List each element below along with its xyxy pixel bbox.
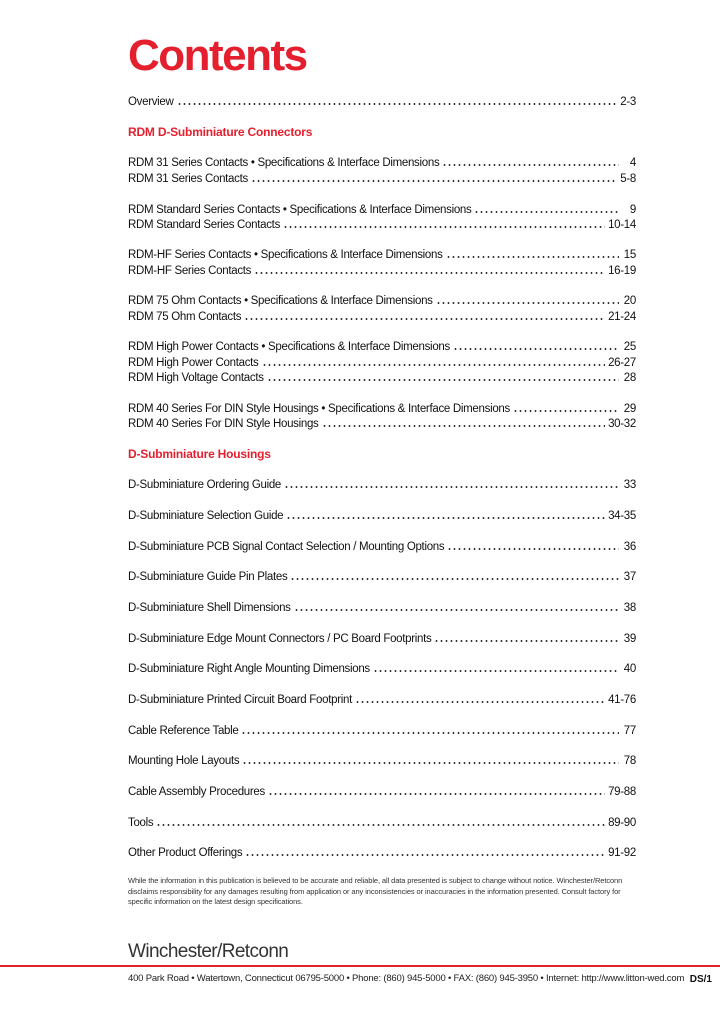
- toc-entry-page: 30-32: [608, 418, 636, 430]
- dot-leader: [268, 793, 605, 795]
- toc-entry[interactable]: [128, 477, 636, 493]
- toc-entry-page: 40: [623, 663, 636, 675]
- toc-entry-label: RDM High Voltage Contacts: [128, 372, 264, 384]
- toc-entry[interactable]: [128, 370, 636, 386]
- dot-leader: [242, 762, 619, 764]
- toc-entry-page: 28: [623, 372, 636, 384]
- section-heading-dsub: D-Subminiature Housings: [128, 447, 271, 461]
- toc-entry-label: RDM 40 Series For DIN Style Housings: [128, 418, 319, 430]
- toc-entry-page: 38: [623, 602, 636, 614]
- toc-entry-label: D-Subminiature PCB Signal Contact Selection / Mounting Options: [128, 541, 445, 553]
- toc-entry-label: RDM Standard Series Contacts: [128, 219, 281, 231]
- toc-entry-label: RDM 75 Ohm Contacts: [128, 311, 242, 323]
- toc-entry-label: D-Subminiature Printed Circuit Board Footprint: [128, 694, 352, 706]
- toc-entry-page: 41-76: [608, 694, 636, 706]
- dot-leader: [442, 164, 619, 166]
- toc-entry-page: 89-90: [608, 817, 636, 829]
- toc-entry-page: 26-27: [608, 357, 636, 369]
- toc-entry[interactable]: [128, 815, 636, 831]
- toc-entry[interactable]: [128, 692, 636, 708]
- dot-leader: [283, 226, 605, 228]
- toc-entry[interactable]: [128, 309, 636, 325]
- company-address: 400 Park Road • Watertown, Connecticut 06795-5000 • Phone: (860) 945-5000 • FAX: (860) 945-3950 • Internet: http://www.litton-wed.com: [128, 973, 685, 984]
- toc-entry[interactable]: [128, 416, 636, 432]
- toc-entry-label: Tools: [128, 817, 154, 829]
- toc-entry[interactable]: [128, 753, 636, 769]
- toc-entry-page: 9: [629, 204, 636, 216]
- disclaimer-text: While the information in this publication is believed to be accurate and reliable, all data presented is subject to change without notice. Winchester/Retconn disclaims responsibility for any damages resulting from application or any inconsistencies or inaccuracies in the information presented. Consult factory for specific information on the latest design specifications.: [128, 876, 623, 906]
- toc-entry[interactable]: [128, 263, 636, 279]
- toc-entry-overview[interactable]: [128, 94, 636, 110]
- toc-entry-page: 78: [623, 755, 636, 767]
- dot-leader: [267, 379, 619, 381]
- dot-leader: [294, 609, 619, 611]
- dot-leader: [474, 211, 619, 213]
- toc-entry[interactable]: [128, 508, 636, 524]
- toc-entry-label: Other Product Offerings: [128, 847, 243, 859]
- toc-entry-page: 20: [623, 295, 636, 307]
- dot-leader: [373, 670, 619, 672]
- toc-entry-page: 79-88: [608, 786, 636, 798]
- dot-leader: [453, 348, 619, 350]
- page-title: Contents: [128, 31, 307, 80]
- dot-leader: [254, 272, 605, 274]
- toc-entry[interactable]: [128, 293, 636, 309]
- toc-entry-label: Overview: [128, 96, 174, 108]
- toc-entry[interactable]: [128, 784, 636, 800]
- toc-entry-page: 16-19: [608, 265, 636, 277]
- toc-entry-label: Cable Reference Table: [128, 725, 239, 737]
- toc-entry[interactable]: [128, 723, 636, 739]
- dot-leader: [290, 578, 619, 580]
- toc-entry[interactable]: [128, 355, 636, 371]
- toc-entry-page: 29: [623, 403, 636, 415]
- dot-leader: [177, 103, 618, 105]
- dot-leader: [434, 640, 619, 642]
- toc-entry[interactable]: [128, 569, 636, 585]
- dot-leader: [262, 364, 606, 366]
- toc-entry-label: D-Subminiature Shell Dimensions: [128, 602, 291, 614]
- toc-entry-page: 34-35: [608, 510, 636, 522]
- toc-entry-label: RDM Standard Series Contacts • Specifications & Interface Dimensions: [128, 204, 472, 216]
- dot-leader: [245, 854, 605, 856]
- dot-leader: [244, 318, 605, 320]
- toc-entry-page: 91-92: [608, 847, 636, 859]
- company-name: Winchester/Retconn: [128, 941, 289, 962]
- toc-entry-label: D-Subminiature Selection Guide: [128, 510, 284, 522]
- toc-entry[interactable]: [128, 661, 636, 677]
- toc-entry-label: RDM-HF Series Contacts: [128, 265, 252, 277]
- dot-leader: [322, 425, 606, 427]
- dot-leader: [251, 180, 617, 182]
- toc-entry-label: RDM High Power Contacts: [128, 357, 259, 369]
- dot-leader: [156, 824, 605, 826]
- toc-entry-label: Cable Assembly Procedures: [128, 786, 265, 798]
- toc-entry[interactable]: [128, 155, 636, 171]
- dot-leader: [284, 486, 619, 488]
- toc-entry-label: D-Subminiature Edge Mount Connectors / PC Board Footprints: [128, 633, 432, 645]
- toc-entry-label: RDM High Power Contacts • Specifications & Interface Dimensions: [128, 341, 450, 353]
- toc-entry[interactable]: [128, 217, 636, 233]
- toc-entry[interactable]: [128, 539, 636, 555]
- toc-entry-page: 4: [629, 157, 636, 169]
- dot-leader: [446, 256, 619, 258]
- toc-entry[interactable]: [128, 339, 636, 355]
- toc-entry[interactable]: [128, 171, 636, 187]
- toc-entry-label: Mounting Hole Layouts: [128, 755, 240, 767]
- toc-entry-page: 25: [623, 341, 636, 353]
- dot-leader: [241, 732, 619, 734]
- toc-entry-page: 2-3: [620, 96, 636, 108]
- dot-leader: [513, 410, 619, 412]
- section-heading-rdm: RDM D-Subminiature Connectors: [128, 125, 313, 139]
- toc-entry-label: D-Subminiature Guide Pin Plates: [128, 571, 288, 583]
- toc-entry-label: RDM 75 Ohm Contacts • Specifications & Interface Dimensions: [128, 295, 433, 307]
- page-code: DS/1: [689, 974, 712, 985]
- toc-entry-label: RDM 31 Series Contacts • Specifications & Interface Dimensions: [128, 157, 440, 169]
- dot-leader: [355, 701, 605, 703]
- toc-entry-page: 33: [623, 479, 636, 491]
- dot-leader: [286, 517, 605, 519]
- toc-entry-label: RDM 31 Series Contacts: [128, 173, 248, 185]
- toc-entry-page: 37: [623, 571, 636, 583]
- dot-leader: [447, 548, 619, 550]
- toc-entry[interactable]: [128, 202, 636, 218]
- toc-entry-label: D-Subminiature Ordering Guide: [128, 479, 282, 491]
- toc-entry-label: RDM 40 Series For DIN Style Housings • Specifications & Interface Dimensions: [128, 403, 510, 415]
- toc-entry-page: 36: [623, 541, 636, 553]
- toc-entry[interactable]: [128, 631, 636, 647]
- toc-entry-page: 10-14: [608, 219, 636, 231]
- toc-entry-page: 77: [623, 725, 636, 737]
- toc-entry-label: D-Subminiature Right Angle Mounting Dimensions: [128, 663, 370, 675]
- toc-entry-page: 21-24: [608, 311, 636, 323]
- toc-entry-label: RDM-HF Series Contacts • Specifications & Interface Dimensions: [128, 249, 443, 261]
- toc-entry-page: 5-8: [620, 173, 636, 185]
- toc-entry[interactable]: [128, 600, 636, 616]
- toc-entry[interactable]: [128, 845, 636, 861]
- toc-entry[interactable]: [128, 247, 636, 263]
- footer-rule: [0, 965, 720, 967]
- dot-leader: [436, 302, 619, 304]
- toc-entry-page: 15: [623, 249, 636, 261]
- toc-entry-page: 39: [623, 633, 636, 645]
- toc-entry[interactable]: [128, 401, 636, 417]
